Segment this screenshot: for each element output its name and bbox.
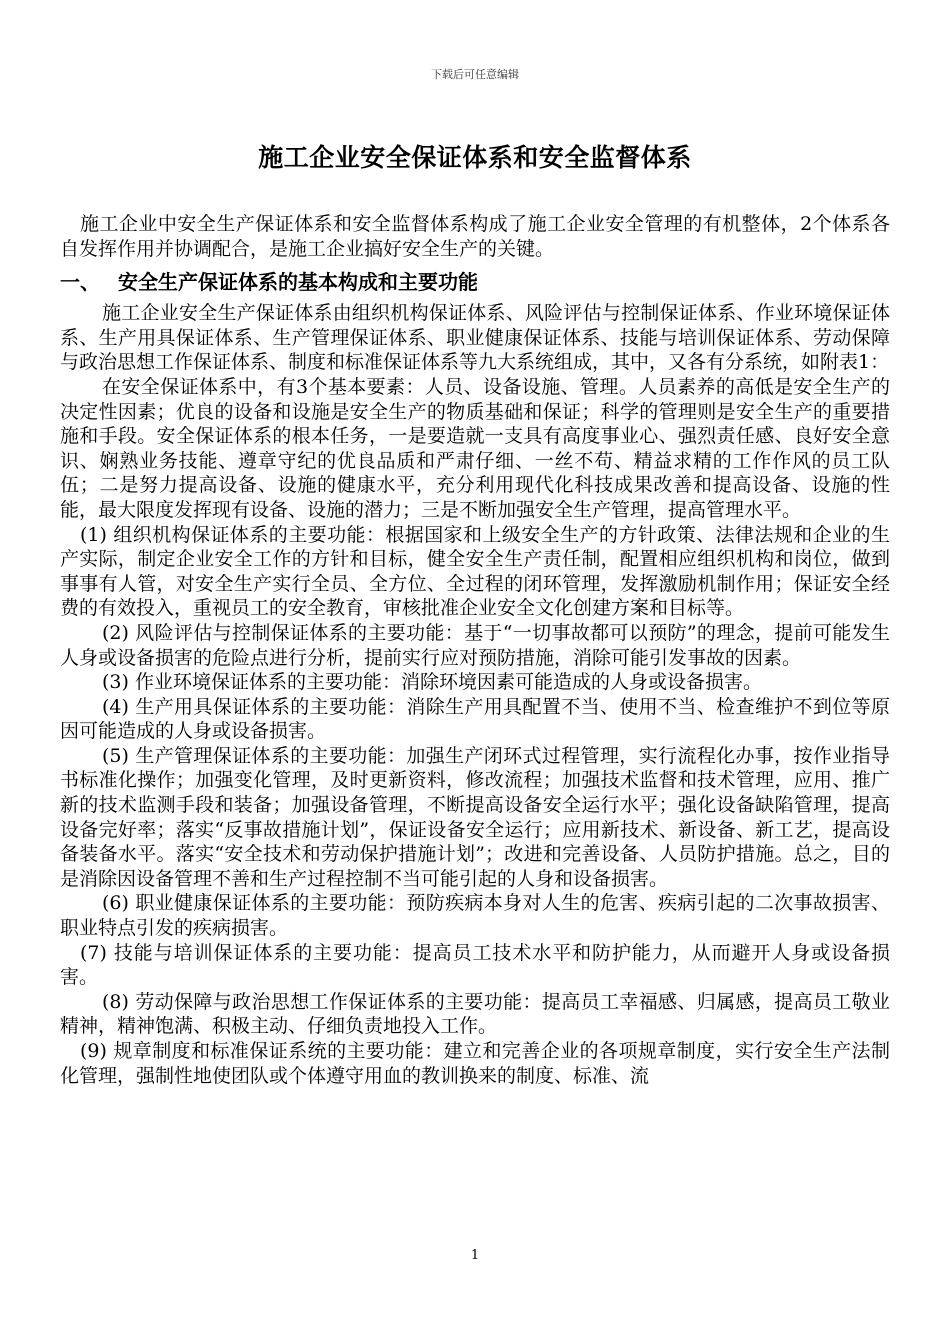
page-header-note: 下载后可任意编辑 [431,68,519,81]
section-heading-text: 安全生产保证体系的基本构成和主要功能 [118,270,478,295]
function-item-5: (5) 生产管理保证体系的主要功能：加强生产闭环式过程管理，实行流程化办事，按作业指导书标准化操作；加强变化管理，及时更新资料，修改流程；加强技术监督和技术管理，应用、推广新的技术监测手段和装备；加强设备管理，不断提高设备安全运行水平；强化设备缺陷管理，提高设备完好率；落实“反事故措施计划”，保证设备安全运行；应用新技术、新设备、新工艺，提高设备装备水平。落实“安全技术和劳动保护措施计划”；改进和完善设备、人员防护措施。总之，目的是消除因设备管理不善和生产过程控制不当可能引起的人身和设备损害。 [60,744,890,890]
page-number: 1 [470,1248,480,1263]
function-item-7: (7) 技能与培训保证体系的主要功能：提高员工技术水平和防护能力，从而避开人身或设备损害。 [60,941,890,989]
paragraph-composition: 施工企业安全生产保证体系由组织机构保证体系、风险评估与控制保证体系、作业环境保证体系、生产用具保证体系、生产管理保证体系、职业健康保证体系、技能与培训保证体系、劳动保障与政治思想工作保证体系、制度和标准保证体系等九大系统组成，其中，又各有分系统，如附表1： [60,302,890,374]
function-item-4: (4) 生产用具保证体系的主要功能：消除生产用具配置不当、使用不当、检查维护不到位等原因可能造成的人身或设备损害。 [60,695,890,743]
function-item-1: (1) 组织机构保证体系的主要功能：根据国家和上级安全生产的方针政策、法律法规和企业的生产实际，制定企业安全工作的方针和目标，健全安全生产责任制，配置相应组织机构和岗位，做到事事有人管，对安全生产实行全员、全方位、全过程的闭环管理，发挥激励机制作用；保证安全经费的有效投入，重视员工的安全教育，审核批准企业安全文化创建方案和目标等。 [60,523,890,620]
document-body [60,212,890,1088]
document-title: 施工企业安全保证体系和安全监督体系 [258,143,692,172]
function-item-2: (2) 风险评估与控制保证体系的主要功能：基于“一切事故都可以预防”的理念，提前可能发生人身或设备损害的危险点进行分析，提前实行应对预防措施，消除可能引发事故的因素。 [60,621,890,669]
paragraph-basic-elements: 在安全保证体系中，有3个基本要素：人员、设备设施、管理。人员素养的高低是安全生产的决定性因素；优良的设备和设施是安全生产的物质基础和保证；科学的管理则是安全生产的重要措施和手段。安全保证体系的根本任务，一是要造就一支具有高度事业心、强烈责任感、良好安全意识、娴熟业务技能、遵章守纪的优良品质和严肃仔细、一丝不苟、精益求精的工作作风的员工队伍；二是努力提高设备、设施的健康水平，充分利用现代化科技成果改善和提高设备、设施的性能，最大限度发挥现有设备、设施的潜力；三是不断加强安全生产管理，提高管理水平。 [60,375,890,521]
function-item-8: (8) 劳动保障与政治思想工作保证体系的主要功能：提高员工幸福感、归属感，提高员工敬业精神，精神饱满、积极主动、仔细负责地投入工作。 [60,990,890,1038]
function-item-9: (9) 规章制度和标准保证系统的主要功能：建立和完善企业的各项规章制度，实行安全生产法制化管理，强制性地使团队或个体遵守用血的教训换来的制度、标准、流 [60,1040,890,1087]
section-heading [60,267,890,297]
function-item-6: (6) 职业健康保证体系的主要功能：预防疾病本身对人生的危害、疾病引起的二次事故损害、职业特点引发的疾病损害。 [60,892,890,940]
function-item-3: (3) 作业环境保证体系的主要功能：消除环境因素可能造成的人身或设备损害。 [102,671,762,694]
intro-paragraph: 施工企业中安全生产保证体系和安全监督体系构成了施工企业安全管理的有机整体，2个体系各自发挥作用并协调配合，是施工企业搞好安全生产的关键。 [60,213,890,260]
section-number: 一、 [60,270,100,295]
